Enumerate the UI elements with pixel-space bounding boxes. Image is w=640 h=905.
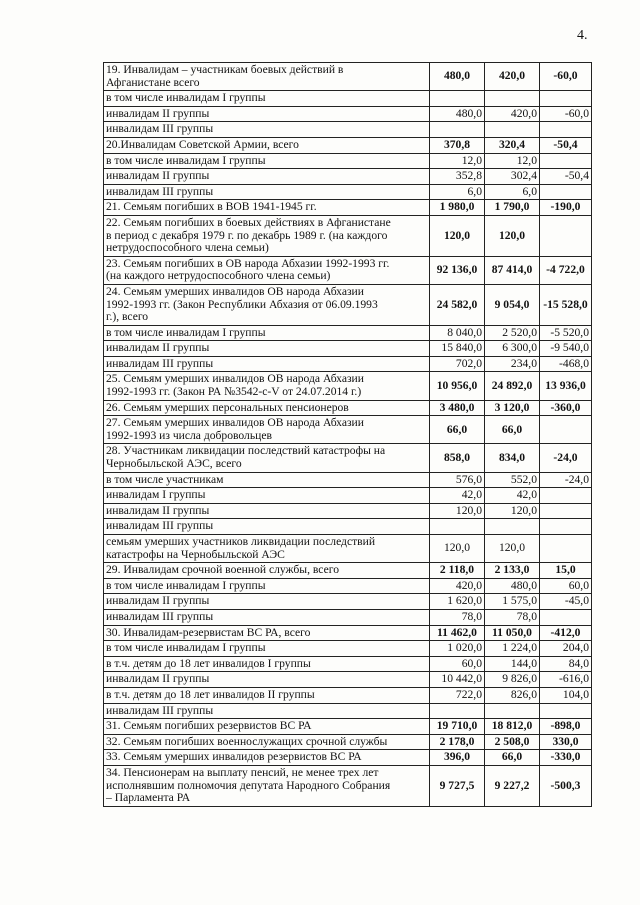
row-label: инвалидам II группы (104, 169, 430, 185)
value-col-1: 66,0 (430, 416, 485, 444)
value-col-2: 42,0 (485, 488, 540, 504)
value-col-1: 480,0 (430, 106, 485, 122)
table-row (104, 734, 592, 750)
value-col-1: 19 710,0 (430, 719, 485, 735)
table-row (104, 750, 592, 766)
row-label: 19. Инвалидам – участникам боевых действий в Афганистане всего (104, 63, 430, 91)
page-number: 4. (577, 28, 588, 43)
table-row (104, 63, 592, 91)
table-row (104, 200, 592, 216)
value-col-1: 92 136,0 (430, 256, 485, 284)
difference-col: -616,0 (540, 672, 592, 688)
value-col-2: 12,0 (485, 153, 540, 169)
value-col-1: 11 462,0 (430, 625, 485, 641)
value-col-1: 3 480,0 (430, 400, 485, 416)
value-col-2: 120,0 (485, 503, 540, 519)
value-col-2 (485, 91, 540, 107)
row-label: 20.Инвалидам Советской Армии, всего (104, 137, 430, 153)
row-label: инвалидам II группы (104, 503, 430, 519)
value-col-1: 2 178,0 (430, 734, 485, 750)
row-label: 32. Семьям погибших военнослужащих срочной службы (104, 734, 430, 750)
value-col-2: 826,0 (485, 687, 540, 703)
table-row (104, 153, 592, 169)
value-col-1: 858,0 (430, 444, 485, 472)
value-col-2: 9 227,2 (485, 765, 540, 806)
value-col-1: 370,8 (430, 137, 485, 153)
table-row (104, 609, 592, 625)
difference-col: 204,0 (540, 641, 592, 657)
value-col-1: 420,0 (430, 578, 485, 594)
value-col-2: 9 826,0 (485, 672, 540, 688)
table-row (104, 488, 592, 504)
difference-col (540, 91, 592, 107)
difference-col (540, 503, 592, 519)
value-col-1: 396,0 (430, 750, 485, 766)
table-row (104, 356, 592, 372)
row-label: в т.ч. детям до 18 лет инвалидов II группы (104, 687, 430, 703)
row-label: 23. Семьям погибших в ОВ народа Абхазии 1992-1993 гг. (на каждого нетрудоспособного члена семьи) (104, 256, 430, 284)
row-label: инвалидам II группы (104, 341, 430, 357)
value-col-2: 834,0 (485, 444, 540, 472)
table-row (104, 122, 592, 138)
difference-col: -330,0 (540, 750, 592, 766)
value-col-2: 420,0 (485, 63, 540, 91)
row-label: в том числе инвалидам I группы (104, 91, 430, 107)
table-row (104, 137, 592, 153)
value-col-2: 66,0 (485, 416, 540, 444)
table-row (104, 284, 592, 325)
row-label: в том числе инвалидам I группы (104, 641, 430, 657)
difference-col (540, 703, 592, 719)
row-label: в том числе инвалидам I группы (104, 578, 430, 594)
value-col-2: 1 224,0 (485, 641, 540, 657)
table-row (104, 400, 592, 416)
row-label: инвалидам II группы (104, 672, 430, 688)
table-row (104, 444, 592, 472)
difference-col: -45,0 (540, 594, 592, 610)
value-col-1: 120,0 (430, 215, 485, 256)
difference-col: -60,0 (540, 106, 592, 122)
table-row (104, 472, 592, 488)
value-col-1: 6,0 (430, 184, 485, 200)
difference-col: -9 540,0 (540, 341, 592, 357)
table-row (104, 184, 592, 200)
value-col-1 (430, 703, 485, 719)
table-body (104, 63, 592, 807)
value-col-2: 320,4 (485, 137, 540, 153)
difference-col: -50,4 (540, 137, 592, 153)
value-col-2: 6,0 (485, 184, 540, 200)
row-label: инвалидам III группы (104, 122, 430, 138)
value-col-1: 702,0 (430, 356, 485, 372)
row-label: семьям умерших участников ликвидации последствий катастрофы на Чернобыльской АЭС (104, 535, 430, 563)
table-row (104, 372, 592, 400)
value-col-2: 66,0 (485, 750, 540, 766)
row-label: инвалидам III группы (104, 184, 430, 200)
value-col-2: 120,0 (485, 215, 540, 256)
value-col-2: 24 892,0 (485, 372, 540, 400)
value-col-2: 420,0 (485, 106, 540, 122)
value-col-2: 11 050,0 (485, 625, 540, 641)
value-col-2: 552,0 (485, 472, 540, 488)
row-label: инвалидам III группы (104, 609, 430, 625)
value-col-1: 120,0 (430, 535, 485, 563)
row-label: 31. Семьям погибших резервистов ВС РА (104, 719, 430, 735)
value-col-1: 10 442,0 (430, 672, 485, 688)
difference-col (540, 519, 592, 535)
row-label: 28. Участникам ликвидации последствий катастрофы на Чернобыльской АЭС, всего (104, 444, 430, 472)
row-label: 21. Семьям погибших в ВОВ 1941-1945 гг. (104, 200, 430, 216)
row-label: 24. Семьям умерших инвалидов ОВ народа Абхазии 1992-1993 гг. (Закон Республики Абхазия от 06.09.1993 г.), всего (104, 284, 430, 325)
value-col-2 (485, 519, 540, 535)
table-row (104, 719, 592, 735)
difference-col: 84,0 (540, 656, 592, 672)
difference-col: -24,0 (540, 444, 592, 472)
value-col-1: 42,0 (430, 488, 485, 504)
value-col-1: 8 040,0 (430, 325, 485, 341)
table-row (104, 416, 592, 444)
difference-col: -4 722,0 (540, 256, 592, 284)
row-label: 29. Инвалидам срочной военной службы, всего (104, 563, 430, 579)
value-col-2: 1 790,0 (485, 200, 540, 216)
difference-col: -50,4 (540, 169, 592, 185)
value-col-1: 576,0 (430, 472, 485, 488)
value-col-1: 12,0 (430, 153, 485, 169)
value-col-1: 1 980,0 (430, 200, 485, 216)
row-label: 26. Семьям умерших персональных пенсионеров (104, 400, 430, 416)
value-col-1: 24 582,0 (430, 284, 485, 325)
row-label: 27. Семьям умерших инвалидов ОВ народа Абхазии 1992-1993 из числа добровольцев (104, 416, 430, 444)
difference-col: -468,0 (540, 356, 592, 372)
difference-col (540, 609, 592, 625)
table-row (104, 625, 592, 641)
table-row (104, 656, 592, 672)
row-label: 33. Семьям умерших инвалидов резервистов ВС РА (104, 750, 430, 766)
value-col-1: 1 620,0 (430, 594, 485, 610)
difference-col: -15 528,0 (540, 284, 592, 325)
row-label: в том числе инвалидам I группы (104, 153, 430, 169)
difference-col: 13 936,0 (540, 372, 592, 400)
table-row (104, 341, 592, 357)
difference-col (540, 153, 592, 169)
table-row (104, 563, 592, 579)
row-label: инвалидам III группы (104, 356, 430, 372)
difference-col: -500,3 (540, 765, 592, 806)
difference-col: -898,0 (540, 719, 592, 735)
difference-col: -24,0 (540, 472, 592, 488)
table-row (104, 256, 592, 284)
value-col-1: 120,0 (430, 503, 485, 519)
value-col-1: 9 727,5 (430, 765, 485, 806)
difference-col (540, 184, 592, 200)
value-col-2: 18 812,0 (485, 719, 540, 735)
pension-budget-table (103, 62, 592, 807)
row-label: 34. Пенсионерам на выплату пенсий, не менее трех лет исполнявшим полномочия депутата Народного Собрания – Парламента РА (104, 765, 430, 806)
table-row (104, 106, 592, 122)
value-col-2: 3 120,0 (485, 400, 540, 416)
value-col-2: 6 300,0 (485, 341, 540, 357)
table-row (104, 91, 592, 107)
value-col-2: 9 054,0 (485, 284, 540, 325)
difference-col: -190,0 (540, 200, 592, 216)
value-col-1: 15 840,0 (430, 341, 485, 357)
difference-col (540, 535, 592, 563)
table-row (104, 169, 592, 185)
value-col-2: 2 520,0 (485, 325, 540, 341)
value-col-2: 1 575,0 (485, 594, 540, 610)
table-row (104, 325, 592, 341)
value-col-1: 480,0 (430, 63, 485, 91)
table-row (104, 503, 592, 519)
value-col-2 (485, 122, 540, 138)
difference-col: -360,0 (540, 400, 592, 416)
value-col-1 (430, 519, 485, 535)
value-col-2: 2 133,0 (485, 563, 540, 579)
table-row (104, 765, 592, 806)
value-col-2: 480,0 (485, 578, 540, 594)
table-row (104, 578, 592, 594)
difference-col: 60,0 (540, 578, 592, 594)
difference-col: 104,0 (540, 687, 592, 703)
value-col-2 (485, 703, 540, 719)
table-row (104, 215, 592, 256)
row-label: в т.ч. детям до 18 лет инвалидов I группы (104, 656, 430, 672)
value-col-1: 60,0 (430, 656, 485, 672)
value-col-1: 10 956,0 (430, 372, 485, 400)
row-label: инвалидам II группы (104, 594, 430, 610)
table-row (104, 535, 592, 563)
difference-col: -412,0 (540, 625, 592, 641)
row-label: инвалидам I группы (104, 488, 430, 504)
row-label: инвалидам II группы (104, 106, 430, 122)
difference-col: 15,0 (540, 563, 592, 579)
difference-col (540, 122, 592, 138)
table-row (104, 594, 592, 610)
difference-col (540, 215, 592, 256)
value-col-1: 2 118,0 (430, 563, 485, 579)
value-col-1: 722,0 (430, 687, 485, 703)
difference-col (540, 488, 592, 504)
value-col-2: 144,0 (485, 656, 540, 672)
value-col-1: 1 020,0 (430, 641, 485, 657)
table-row (104, 672, 592, 688)
value-col-2: 302,4 (485, 169, 540, 185)
difference-col: -60,0 (540, 63, 592, 91)
table-row (104, 519, 592, 535)
row-label: инвалидам III группы (104, 519, 430, 535)
value-col-2: 78,0 (485, 609, 540, 625)
value-col-2: 234,0 (485, 356, 540, 372)
table-row (104, 641, 592, 657)
value-col-1 (430, 91, 485, 107)
value-col-1: 352,8 (430, 169, 485, 185)
row-label: инвалидам III группы (104, 703, 430, 719)
difference-col (540, 416, 592, 444)
value-col-2: 2 508,0 (485, 734, 540, 750)
difference-col: -5 520,0 (540, 325, 592, 341)
row-label: в том числе инвалидам I группы (104, 325, 430, 341)
difference-col: 330,0 (540, 734, 592, 750)
row-label: 30. Инвалидам-резервистам ВС РА, всего (104, 625, 430, 641)
value-col-2: 120,0 (485, 535, 540, 563)
row-label: 25. Семьям умерших инвалидов ОВ народа Абхазии 1992-1993 гг. (Закон РА №3542-с-V от 24.07.2014 г.) (104, 372, 430, 400)
value-col-1 (430, 122, 485, 138)
row-label: 22. Семьям погибших в боевых действиях в Афганистане в период с декабря 1979 г. по декабрь 1989 г. (на каждого нетрудоспособного члена семьи) (104, 215, 430, 256)
value-col-1: 78,0 (430, 609, 485, 625)
row-label: в том числе участникам (104, 472, 430, 488)
table-row (104, 703, 592, 719)
table-row (104, 687, 592, 703)
value-col-2: 87 414,0 (485, 256, 540, 284)
